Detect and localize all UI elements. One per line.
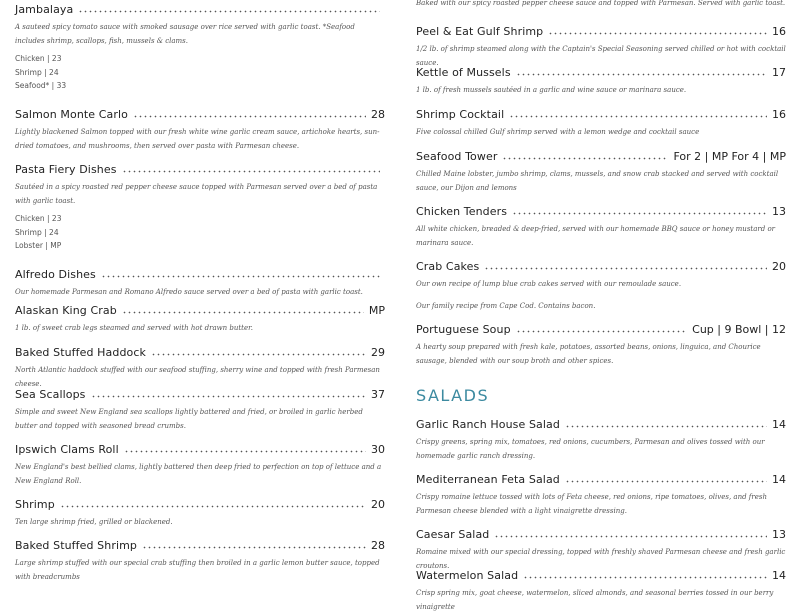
item-description: Crispy greens, spring mix, tomatoes, red onions, cucumbers, Parmesan and olives tossed with our homemade garlic ranch dressing. [416, 438, 765, 460]
item-description: All white chicken, breaded & deep-fried, served with our homemade BBQ sauce or honey mustard or marinara sauce. [416, 225, 776, 247]
item-description: Lightly blackened Salmon topped with our fresh white wine garlic cream sauce, artichoke hearts, sun-dried tomatoes, and mushrooms, then served over pasta with Parmesan cheese. [15, 128, 380, 150]
dot-leader [124, 443, 366, 453]
item-description: Large shrimp stuffed with our special crab stuffing then broiled in a garlic lemon butter sauce, topped with breadcrumbs [15, 559, 380, 581]
item-price: 30 [371, 443, 385, 456]
item-description: Our own recipe of lump blue crab cakes served with our remoulade sauce. [416, 280, 682, 288]
menu-item-salmon [15, 108, 385, 153]
menu-item-mussels [416, 66, 786, 98]
menu-item-feta-salad [416, 473, 786, 518]
item-name: Garlic Ranch House Salad [416, 418, 560, 431]
item-price: 14 [772, 569, 786, 582]
dot-leader [565, 473, 767, 483]
item-description: Crisp spring mix, goat cheese, watermelon, sliced almonds, and seasonal berries tossed in our berry vinaigrette [416, 589, 774, 611]
option-line: Chicken | 23 [15, 54, 62, 63]
item-name: Caesar Salad [416, 528, 490, 541]
item-name: Mediterranean Feta Salad [416, 473, 560, 486]
item-name: Pasta Fiery Dishes [15, 163, 117, 176]
item-name: Chicken Tenders [416, 205, 508, 218]
item-price: 28 [371, 539, 385, 552]
menu-item-king-crab [15, 304, 385, 336]
item-description: 1 lb. of fresh mussels sautéed in a garlic and wine sauce or marinara sauce. [416, 86, 687, 94]
item-description: 1/2 lb. of shrimp steamed along with the Captain's Special Seasoning served chilled or hot with cocktail sauce. [416, 45, 786, 67]
menu-item-portuguese-soup [416, 323, 786, 368]
item-name: Ipswich Clams Roll [15, 443, 119, 456]
menu-item-crab-cakes [416, 260, 786, 313]
item-name: Seafood Tower [416, 150, 498, 163]
item-price: 29 [371, 346, 385, 359]
item-description: 1 lb. of sweet crab legs steamed and served with hot drawn butter. [15, 324, 253, 332]
dot-leader [122, 304, 364, 314]
item-name: Alaskan King Crab [15, 304, 117, 317]
item-price: 20 [371, 498, 385, 511]
dot-leader [101, 268, 380, 278]
dot-leader [60, 498, 366, 508]
item-price: 17 [772, 66, 786, 79]
item-options [15, 212, 385, 253]
item-description: North Atlantic haddock stuffed with our seafood stuffing, sherry wine and topped with fresh Parmesan cheese. [15, 366, 380, 388]
menu-item-scallops [15, 388, 385, 433]
menu-item-alfredo [15, 268, 385, 300]
item-description: A hearty soup prepared with fresh kale, potatoes, assorted beans, onions, linguica, and Chourice sausage, blended with our soup broth and other spices. [416, 343, 761, 365]
menu-item-shrimp-cocktail [416, 108, 786, 140]
item-description: Ten large shrimp fried, grilled or blackened. [15, 518, 173, 526]
dot-leader [565, 418, 767, 428]
item-name: Jambalaya [15, 3, 74, 16]
item-name: Shrimp [15, 498, 55, 511]
dot-leader [78, 3, 380, 13]
option-line: Shrimp | 24 [15, 227, 59, 237]
item-description: Five colossal chilled Gulf shrimp served with a lemon wedge and cocktail sauce [416, 128, 700, 136]
menu-item-pasta-fiery [15, 163, 385, 253]
item-price: 28 [371, 108, 385, 121]
item-price: 13 [772, 528, 786, 541]
item-name: Crab Cakes [416, 260, 480, 273]
item-name: Shrimp Cocktail [416, 108, 505, 121]
item-description: Sautéed in a spicy roasted red pepper cheese sauce topped with Parmesan served over a bed of pasta with garlic toast. [15, 183, 378, 205]
item-description: A sauteed spicy tomato sauce with smoked sausage over rice served with garlic toast. *Seafood includes shrimp, scallops, fish, mussels & clams. [15, 23, 355, 45]
item-price: 16 [772, 25, 786, 38]
item-price: 14 [772, 473, 786, 486]
item-description: Crispy romaine lettuce tossed with lots of Feta cheese, red onions, ripe tomatoes, olives, and fresh Parmesan cheese blended with a light vinaigrette dressing. [416, 493, 767, 515]
item-name: Watermelon Salad [416, 569, 519, 582]
item-name: Baked Stuffed Shrimp [15, 539, 138, 552]
menu-item-peel-eat-shrimp [416, 25, 786, 70]
item-name: Portuguese Soup [416, 323, 511, 336]
dot-leader [548, 25, 767, 35]
item-price: 37 [371, 388, 385, 401]
dot-leader [151, 346, 366, 356]
item-description: Simple and sweet New England sea scallops lightly battered and fried, or broiled in garlic herbed butter and topped with seasoned bread crumbs. [15, 408, 363, 430]
menu-item-ipswich-clams [15, 443, 385, 488]
dot-leader [484, 260, 767, 270]
option-line: Seafood* | 33 [15, 81, 67, 90]
section-title-salads: SALADS [416, 386, 490, 405]
dot-leader [133, 108, 366, 118]
dot-leader [142, 539, 366, 549]
dot-leader [502, 150, 668, 160]
item-description: Romaine mixed with our special dressing, topped with freshly shaved Parmesan cheese and fresh garlic croutons. [416, 548, 786, 570]
item-name: Peel & Eat Gulf Shrimp [416, 25, 544, 38]
dot-leader [494, 528, 767, 538]
item-price: 16 [772, 108, 786, 121]
item-name: Alfredo Dishes [15, 268, 96, 281]
item-description: Chilled Maine lobster, jumbo shrimp, clams, mussels, and snow crab stacked and served with cocktail sauce, our Dijon and lemons [416, 170, 779, 192]
item-name: Kettle of Mussels [416, 66, 511, 79]
item-description: Baked with our spicy roasted pepper cheese sauce and topped with Parmesan. Served with garlic toast. [416, 0, 786, 7]
menu-item-shrimp [15, 498, 385, 530]
dot-leader [516, 323, 687, 333]
item-name: Salmon Monte Carlo [15, 108, 128, 121]
dot-leader [523, 569, 767, 579]
menu-item-garlic-ranch-salad [416, 418, 786, 463]
menu-item-haddock [15, 346, 385, 391]
option-line: Chicken | 23 [15, 214, 62, 223]
dot-leader [509, 108, 767, 118]
item-price: 20 [772, 260, 786, 273]
item-price: 14 [772, 418, 786, 431]
menu-item-watermelon-salad [416, 569, 786, 614]
dot-leader [91, 388, 366, 398]
item-description: Our homemade Parmesan and Romano Alfredo sauce served over a bed of pasta with garlic toast. [15, 288, 363, 296]
dot-leader [516, 66, 767, 76]
item-price: For 2 | MP For 4 | MP [673, 150, 786, 163]
option-line: Shrimp | 24 [15, 67, 59, 77]
item-description: New England's best bellied clams, lightly battered then deep fried to perfection on top of lettuce and a New England Roll. [15, 463, 382, 485]
dot-leader [122, 163, 380, 173]
menu-item-seafood-tower [416, 150, 786, 195]
option-line: Lobster | MP [15, 241, 62, 250]
item-price: MP [368, 304, 385, 317]
item-note: Our family recipe from Cape Cod. Contains bacon. [416, 301, 596, 310]
menu-item-stuffed-shrimp [15, 539, 385, 584]
item-options [15, 52, 385, 93]
item-price: Cup | 9 Bowl | 12 [692, 323, 786, 336]
menu-item-chicken-tenders [416, 205, 786, 250]
menu-item-jambalaya [15, 3, 385, 93]
item-name: Baked Stuffed Haddock [15, 346, 146, 359]
item-price: 13 [772, 205, 786, 218]
item-name: Sea Scallops [15, 388, 86, 401]
menu-item-caesar-salad [416, 528, 786, 573]
dot-leader [512, 205, 767, 215]
